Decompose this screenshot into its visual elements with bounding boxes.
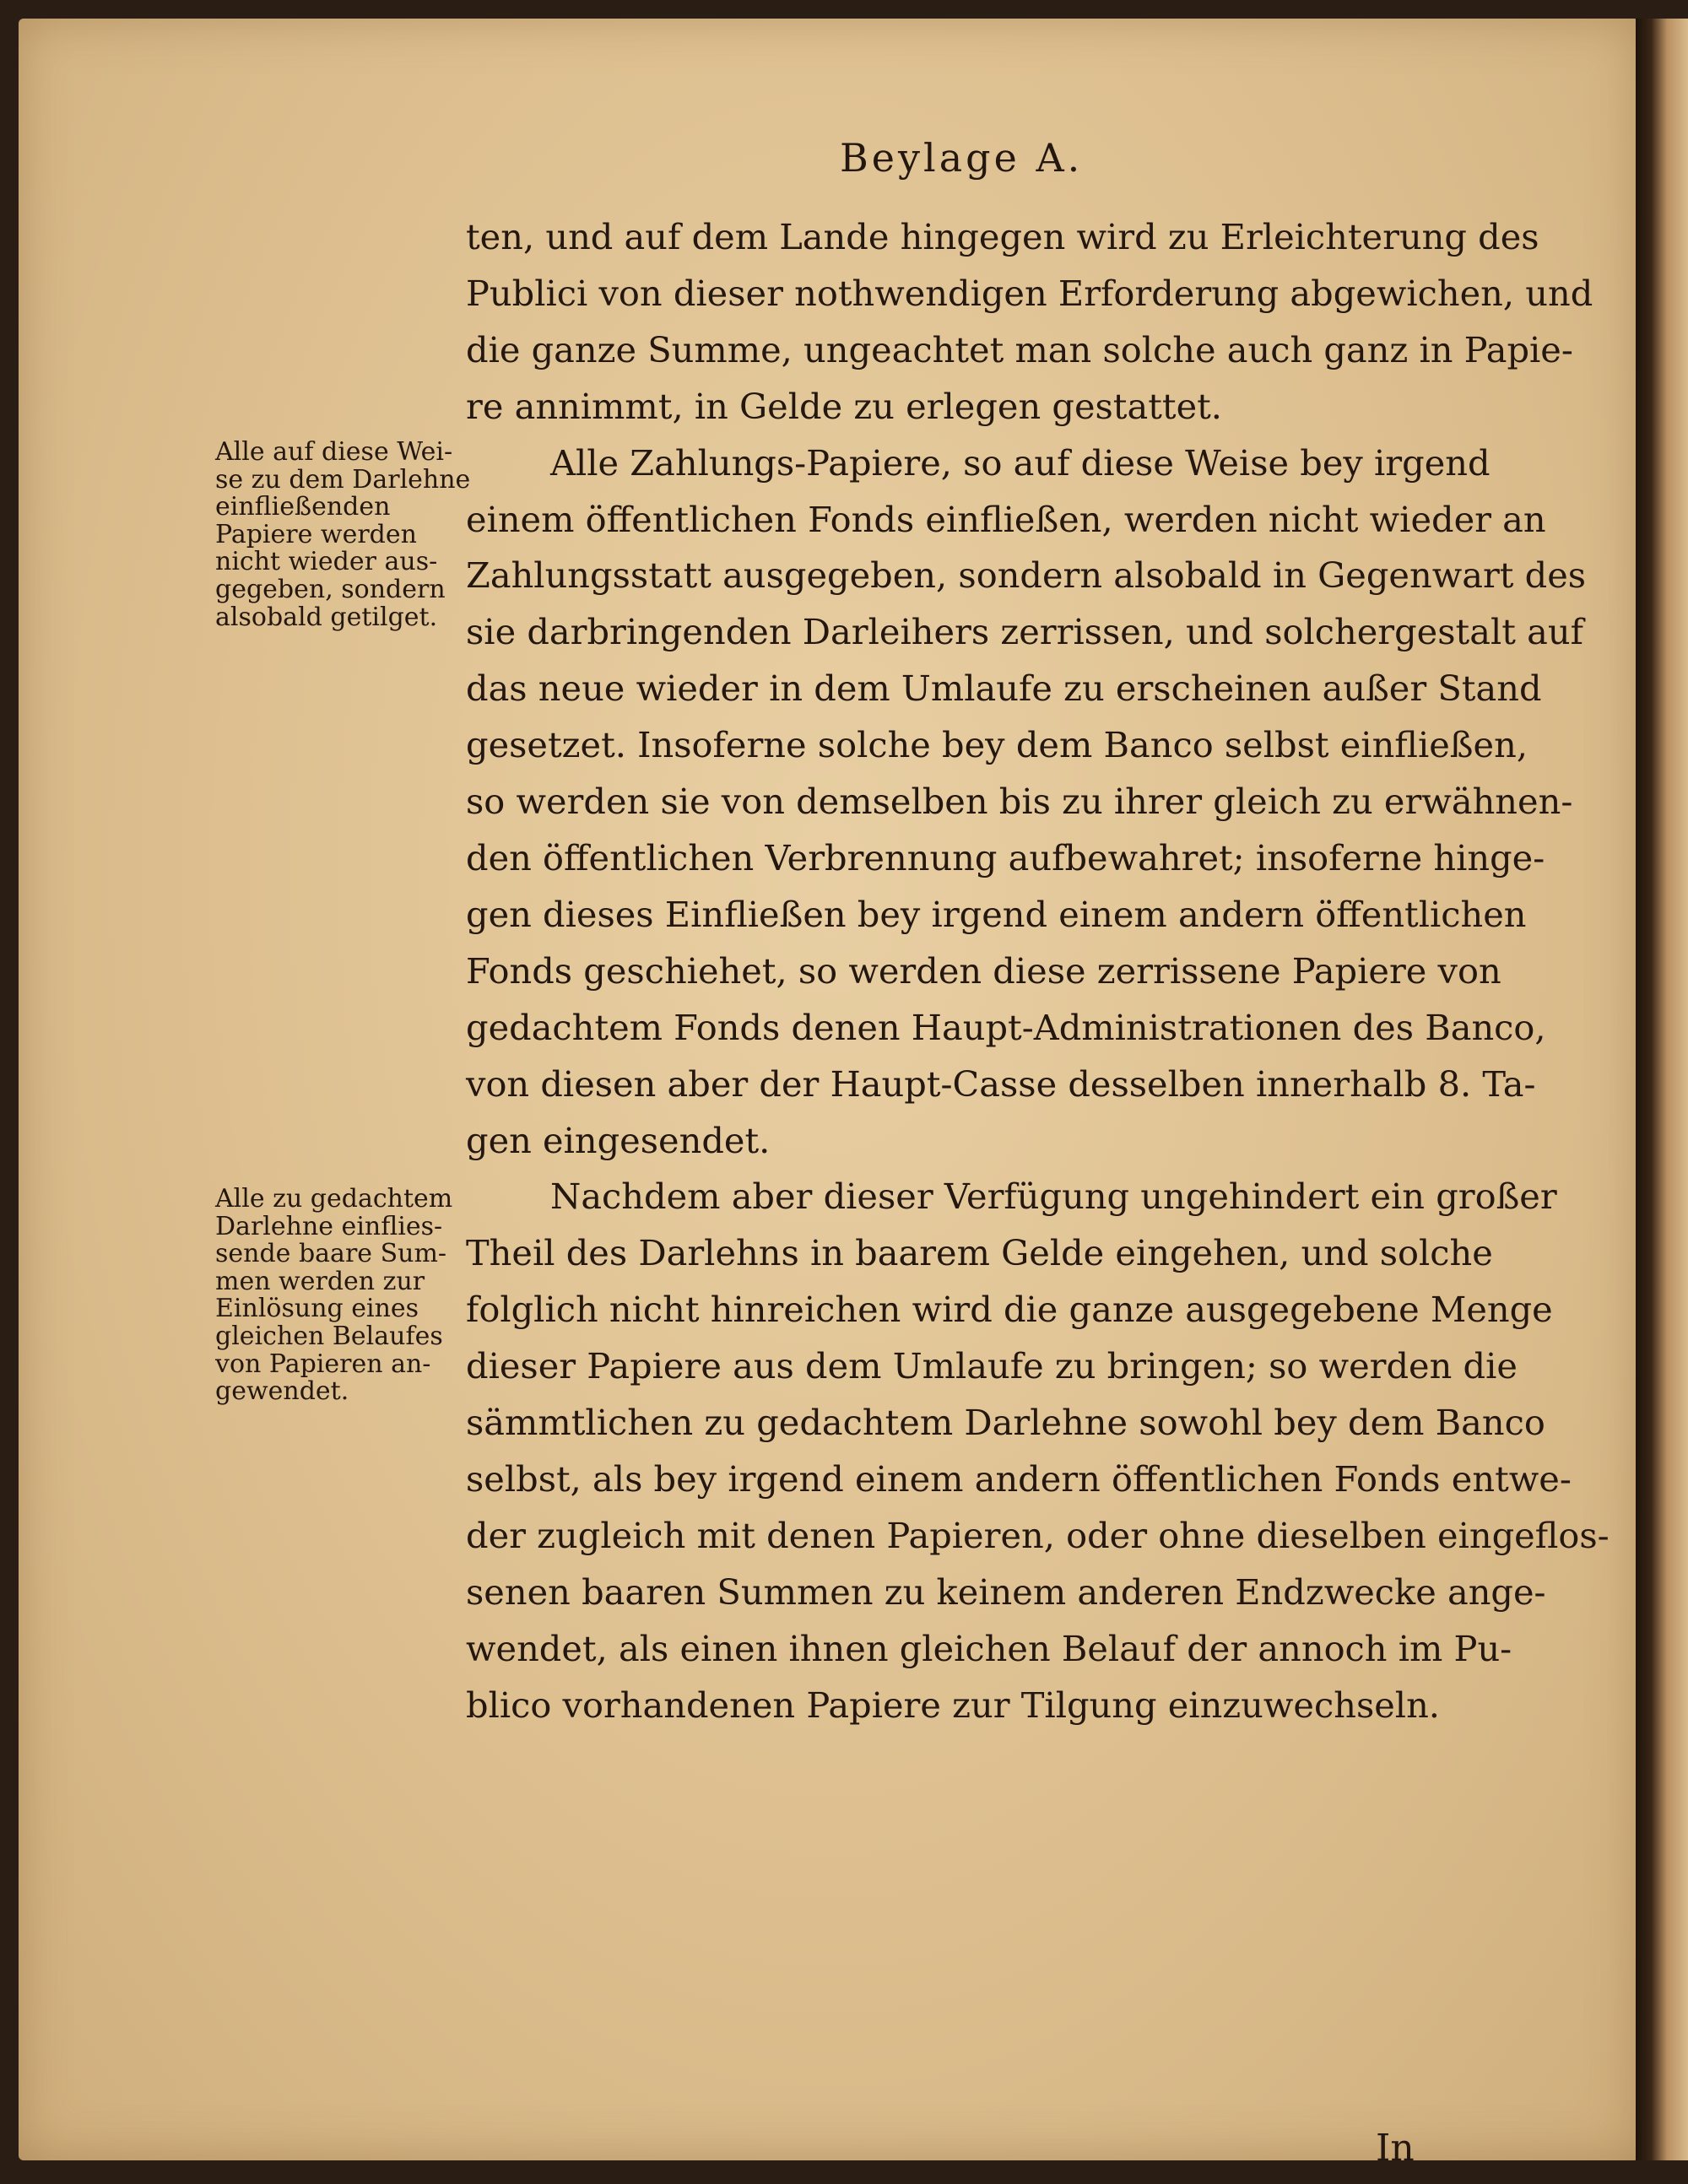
book-spine <box>1636 19 1688 2160</box>
margin-line: se zu dem Darlehne <box>215 464 471 495</box>
text-line: die ganze Summe, ungeachtet man solche auch ganz in Papie- <box>466 328 1573 370</box>
text-line: gen eingesendet. <box>466 1119 771 1161</box>
margin-line: Alle zu gedachtem <box>215 1184 453 1214</box>
text-line: sie darbringenden Darleihers zerrissen, und solchergestalt auf <box>466 611 1583 653</box>
margin-line: gewendet. <box>215 1376 349 1407</box>
margin-line: sende baare Sum- <box>215 1239 447 1269</box>
text-line: Alle Zahlungs-Papiere, so auf diese Weise bey irgend <box>550 441 1491 484</box>
margin-note-1 <box>215 437 471 632</box>
text-line: von diesen aber der Haupt-Casse desselben innerhalb 8. Ta- <box>466 1062 1536 1105</box>
text-line: gen dieses Einfließen bey irgend einem andern öffentlichen <box>466 893 1527 935</box>
main-text <box>466 209 1610 1733</box>
margin-line: Einlösung eines <box>215 1294 419 1324</box>
margin-line: Alle auf diese Wei- <box>215 437 453 467</box>
margin-line: gegeben, sondern <box>215 574 446 604</box>
text-line: den öffentlichen Verbrennung aufbewahret; insoferne hinge- <box>466 836 1545 878</box>
text-line: gedachtem Fonds denen Haupt-Administrationen des Banco, <box>466 1006 1546 1048</box>
text-line: selbst, als bey irgend einem andern öffentlichen Fonds entwe- <box>466 1457 1572 1500</box>
text-line: wendet, als einen ihnen gleichen Belauf der annoch im Pu- <box>466 1627 1512 1669</box>
text-line: dieser Papiere aus dem Umlaufe zu bringen; so werden die <box>466 1345 1518 1387</box>
text-line: ten, und auf dem Lande hingegen wird zu Erleichterung des <box>466 216 1539 257</box>
text-line: Publici von dieser nothwendigen Erforderung abgewichen, und <box>466 272 1593 314</box>
text-line: Theil des Darlehns in baarem Gelde eingehen, und solche <box>466 1232 1493 1274</box>
text-line: gesetzet. Insoferne solche bey dem Banco selbst einfließen, <box>466 724 1528 766</box>
text-line: das neue wieder in dem Umlaufe zu erscheinen außer Stand <box>466 668 1542 710</box>
text-line: blico vorhandenen Papiere zur Tilgung einzuwechseln. <box>466 1684 1440 1726</box>
margin-note-2 <box>215 1186 468 1406</box>
text-line: re annimmt, in Gelde zu erlegen gestattet. <box>466 385 1222 427</box>
text-line: folglich nicht hinreichen wird die ganze ausgegebene Menge <box>466 1289 1553 1331</box>
margin-line: nicht wieder aus- <box>215 547 438 577</box>
margin-line: Darlehne einflies- <box>215 1211 443 1241</box>
margin-line: men werden zur <box>215 1266 425 1296</box>
margin-line: von Papieren an- <box>215 1349 431 1379</box>
text-line: Zahlungsstatt ausgegeben, sondern alsobald in Gegenwart des <box>466 554 1587 597</box>
margin-line: alsobald getilget. <box>215 602 438 632</box>
text-line: Nachdem aber dieser Verfügung ungehindert ein großer <box>550 1176 1557 1218</box>
margin-line: gleichen Belaufes <box>215 1321 443 1351</box>
text-line: der zugleich mit denen Papieren, oder ohne dieselben eingeflos- <box>466 1514 1610 1556</box>
text-line: einem öffentlichen Fonds einfließen, werden nicht wieder an <box>466 498 1546 540</box>
text-line: Fonds geschiehet, so werden diese zerrissene Papiere von <box>466 949 1501 992</box>
text-line: sämmtlichen zu gedachtem Darlehne sowohl bey dem Banco <box>466 1402 1545 1444</box>
text-line: senen baaren Summen zu keinem anderen Endzwecke ange- <box>466 1570 1546 1613</box>
catchword: In <box>1376 2127 1415 2170</box>
text-line: so werden sie von demselben bis zu ihrer gleich zu erwähnen- <box>466 781 1573 823</box>
margin-line: Papiere werden <box>215 519 417 549</box>
page-header: Beylage A. <box>840 135 1084 181</box>
margin-line: einfließenden <box>215 492 391 522</box>
